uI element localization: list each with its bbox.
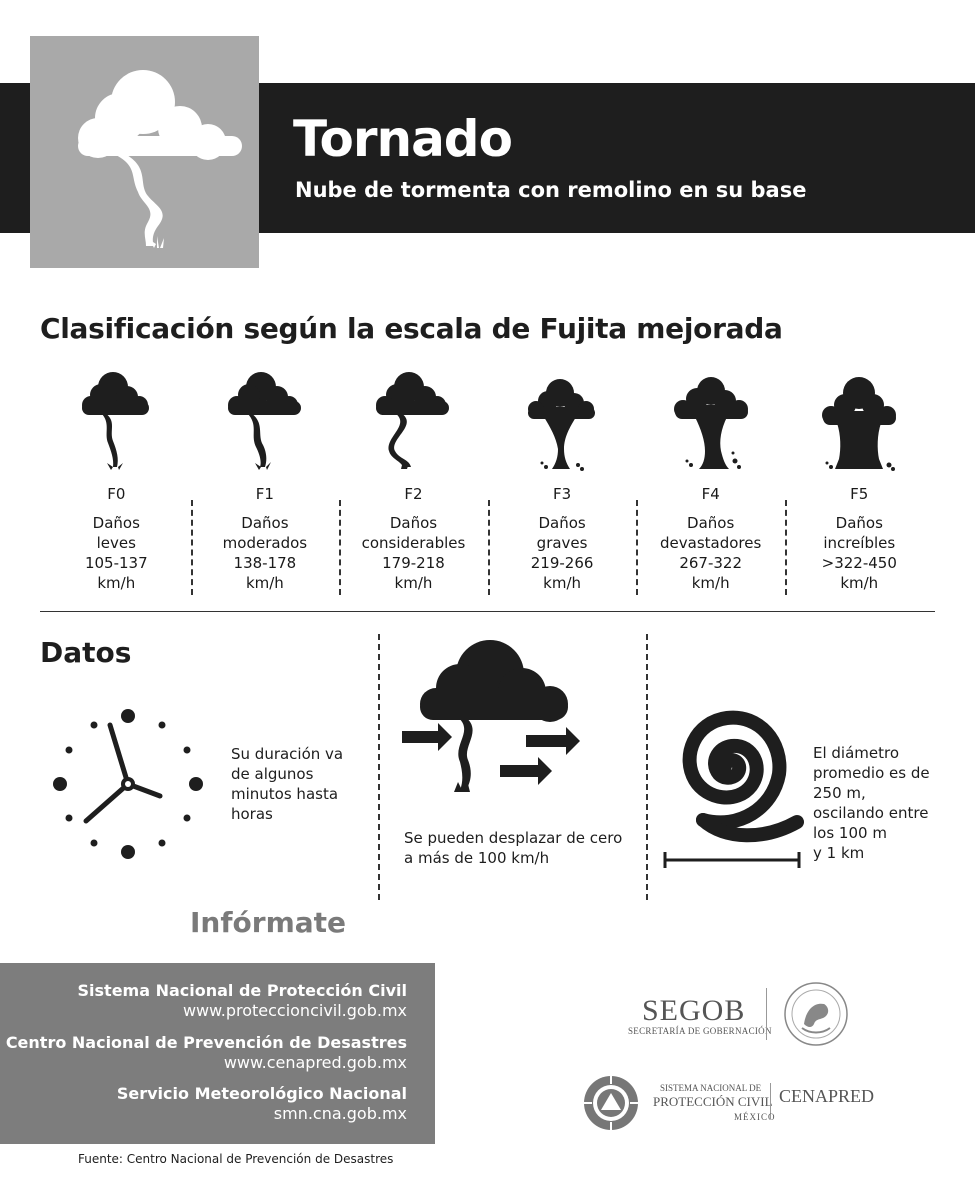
scale-item-f4 xyxy=(636,365,785,597)
fujita-scale xyxy=(42,365,934,597)
segob-logo-subtitle: SECRETARÍA DE GOBERNACIÓN xyxy=(628,1026,772,1036)
damage-label: Daños xyxy=(92,514,140,532)
damage-label: Daños xyxy=(687,514,735,532)
section-divider xyxy=(40,611,935,612)
tornado-icon-box xyxy=(30,36,259,268)
scale-item-f0 xyxy=(42,365,191,597)
damage-type: graves xyxy=(536,534,588,552)
tornado-f4-icon xyxy=(663,365,759,475)
dashed-divider xyxy=(636,500,638,595)
speed-range: 138-178 xyxy=(233,554,297,572)
sinaproc-logo-line1: SISTEMA NACIONAL DE xyxy=(660,1083,762,1093)
damage-type: increíbles xyxy=(823,534,896,552)
coat-of-arms-icon xyxy=(780,980,852,1048)
dashed-divider xyxy=(339,500,341,595)
contact-entry xyxy=(117,1084,407,1124)
dashed-divider xyxy=(646,634,648,900)
scale-level: F2 xyxy=(404,485,423,503)
duration-fact: Su duración va de algunos minutos hasta horas xyxy=(231,745,344,823)
dashed-divider xyxy=(378,634,380,900)
scale-heading: Clasificación según la escala de Fujita mejorada xyxy=(40,312,783,345)
clock-icon xyxy=(48,705,208,865)
scale-description xyxy=(636,513,785,593)
page-title: Tornado xyxy=(293,110,512,168)
contact-box xyxy=(0,963,435,1144)
damage-label: Daños xyxy=(538,514,586,532)
speed-range: >322-450 xyxy=(821,554,897,572)
dashed-divider xyxy=(785,500,787,595)
damage-label: Daños xyxy=(389,514,438,532)
speed-range: 105-137 xyxy=(84,554,148,572)
scale-description xyxy=(42,513,191,593)
scale-level: F1 xyxy=(255,485,274,503)
contact-url[interactable]: smn.cna.gob.mx xyxy=(273,1104,407,1123)
tornado-f2-icon xyxy=(365,365,461,475)
segob-logo-text: SEGOB xyxy=(642,994,746,1027)
page-subtitle: Nube de tormenta con remolino en su base xyxy=(295,178,807,202)
damage-type: moderados xyxy=(222,534,308,552)
speed-unit: km/h xyxy=(394,574,433,592)
scale-item-f2 xyxy=(339,365,488,597)
speed-range: 219-266 xyxy=(530,554,594,572)
speed-unit: km/h xyxy=(245,574,284,592)
speed-range: 179-218 xyxy=(382,554,445,572)
scale-description xyxy=(785,513,934,593)
datos-heading: Datos xyxy=(40,636,132,669)
damage-label: Daños xyxy=(835,514,883,532)
mexico-logo-text: MÉXICO xyxy=(734,1112,776,1122)
dashed-divider xyxy=(191,500,193,595)
contact-name: Servicio Meteorológico Nacional xyxy=(116,1084,407,1103)
tornado-f5-icon xyxy=(811,365,907,475)
scale-description xyxy=(191,513,340,593)
contact-entry xyxy=(78,981,407,1021)
tornado-f1-icon xyxy=(217,365,313,475)
speed-range: 267-322 xyxy=(679,554,743,572)
contact-entry xyxy=(6,1033,407,1073)
tornado-icon xyxy=(30,36,259,268)
dashed-divider xyxy=(488,500,490,595)
contact-name: Sistema Nacional de Protección Civil xyxy=(77,981,407,1000)
scale-item-f1 xyxy=(191,365,340,597)
speed-unit: km/h xyxy=(97,574,136,592)
spiral-diameter-icon xyxy=(655,690,805,870)
damage-type: devastadores xyxy=(660,534,762,552)
damage-type: leves xyxy=(96,534,136,552)
damage-label: Daños xyxy=(241,514,289,532)
contact-name: Centro Nacional de Prevención de Desastres xyxy=(5,1033,407,1052)
scale-level: F3 xyxy=(552,485,572,503)
source-note: Fuente: Centro Nacional de Prevención de Desastres xyxy=(78,1152,394,1166)
damage-type: considerables xyxy=(361,534,466,552)
proteccion-civil-emblem-icon xyxy=(582,1074,640,1132)
speed-unit: km/h xyxy=(691,574,730,592)
contact-url[interactable]: www.proteccioncivil.gob.mx xyxy=(182,1001,407,1020)
tornado-f3-icon xyxy=(514,365,610,475)
informate-heading: Infórmate xyxy=(190,906,347,939)
cenapred-logo-text: CENAPRED xyxy=(779,1086,875,1106)
contact-url[interactable]: www.cenapred.gob.mx xyxy=(223,1053,407,1072)
speed-unit: km/h xyxy=(543,574,581,592)
scale-level: F5 xyxy=(850,485,869,503)
scale-level: F0 xyxy=(107,485,126,503)
scale-description xyxy=(339,513,488,593)
scale-item-f5 xyxy=(785,365,934,597)
diameter-fact: El diámetro promedio es de 250 m, oscilando entre los 100 m y 1 km xyxy=(813,744,930,862)
tornado-f0-icon xyxy=(71,365,161,475)
speed-fact: Se pueden desplazar de cero a más de 100 km/h xyxy=(404,829,623,867)
scale-item-f3 xyxy=(488,365,637,597)
moving-tornado-icon xyxy=(398,634,598,804)
scale-level: F4 xyxy=(701,485,720,503)
speed-unit: km/h xyxy=(840,574,879,592)
sinaproc-logo-line2: PROTECCIÓN CIVIL xyxy=(653,1094,773,1109)
logo-divider xyxy=(766,988,767,1040)
scale-description xyxy=(488,513,637,593)
